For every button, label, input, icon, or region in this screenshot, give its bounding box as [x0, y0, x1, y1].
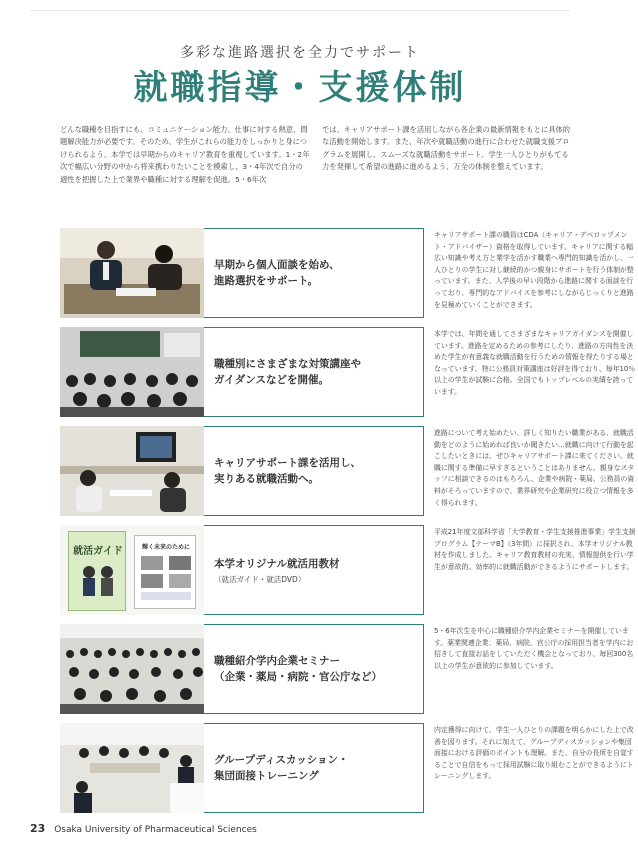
section-company-seminar	[60, 624, 634, 714]
section-heading-box	[204, 228, 424, 318]
section-heading: グループディスカッション・ 集団面接トレーニング	[214, 754, 349, 782]
section-text: 内定獲得に向けて、学生一人ひとりの課題を明らかにした上で改善を図ります。それに加えて、グループディスカッションや集団面接における評価のポイントも理解。また、自分の長所を自覚することで自信をもって採用試験に取り組むことができるようにトレーニングします。	[434, 726, 634, 781]
page-title: 就職指導・支援体制	[133, 68, 467, 108]
top-rule	[30, 10, 570, 11]
section-text: 進路について考え始めたい、詳しく知りたい職業がある、就職活動をどのように始めれば良いか聞きたい…就職に向けて行動を起こしたいときには、ぜひキャリアサポート課に来てください。就職に関する準備に早すぎるということはありません。親身なスタッフに相談できるのはもちろん、企業や病院・薬局、公務員の資料がそろっていますので、業界研究や企業研究に役立つ情報を多く得られます。	[434, 429, 635, 507]
section-heading-box	[204, 525, 424, 615]
section-heading-box	[204, 327, 424, 417]
dvd-case-cover	[134, 535, 196, 609]
section-heading-box	[204, 624, 424, 714]
dvd-title: 輝く未来のために	[141, 544, 190, 551]
page-footer	[30, 822, 257, 835]
section-seminars	[60, 327, 636, 417]
section-group-discussion	[60, 723, 634, 813]
section-heading: 早期から個人面談を始め、 進路選択をサポート。	[214, 259, 340, 287]
guide-illustration	[69, 558, 127, 608]
section-original-materials	[60, 525, 636, 615]
photo-guidance-lecture	[60, 327, 204, 417]
photo-career-support-office	[60, 426, 204, 516]
section-subheading: （就活ガイド・就活DVD）	[214, 574, 306, 584]
section-text: 本学では、年間を通してさまざまなキャリアガイダンスを開催しています。進路を定めるための参考にしたり、進路の方向性を決めた学生が有意義な就職活動を行うための情報を得たりする場となっています。特に公務員対策講座は好評を得ており、毎年10％以上の学生が試験に合格。全国でもトップレベルの実績を誇っています。	[434, 330, 636, 396]
section-text: 平成21年度文部科学省「大学教育・学生支援推進事業」学生支援プログラム【テーマB】（3年間）に採択され、本学オリジナル教材を作成しました。キャリア教育教材の充実、情報提供を行い学生が意欲的、効率的に就職活動ができるようにサポートします。	[434, 528, 636, 571]
guide-book-cover	[68, 531, 126, 611]
section-individual-interview	[60, 228, 634, 318]
intro-right: では、キャリアサポート課を活用しながら各企業の最新情報をもとに具体的な活動を開始します。また、年次や就職活動の進行に合わせた就職支援プログラムを展開し、スムーズな就職活動をサポート。学生一人ひとりがもてる力を発揮して希望の進路に進めるよう、万全の体制を整えています。	[322, 125, 571, 172]
page-number: 23	[30, 822, 46, 835]
photo-group-discussion	[60, 723, 204, 813]
photo-interview	[60, 228, 204, 318]
university-name: Osaka University of Pharmaceutical Sciences	[54, 825, 257, 835]
section-heading: 職種別にさまざまな対策講座や ガイダンスなどを開催。	[214, 358, 361, 386]
section-heading: キャリアサポート課を活用し、 実りある就職活動へ。	[214, 457, 361, 485]
photo-company-seminar	[60, 624, 204, 714]
section-heading-box	[204, 723, 424, 813]
page-subtitle: 多彩な進路選択を全力でサポート	[180, 45, 420, 61]
photo-materials	[60, 525, 204, 615]
intro-left: どんな職種を目指すにも、コミュニケーション能力、仕事に対する熱意、問題解決能力が必要です。そのため、学生がこれらの能力をしっかりと身につけられるよう、本学では早期からのキャリア教育を重視しています。1・2年次で幅広い分野の中から将来携わりたいことを模索し、3・4年次で自分の適性を把握した上で業界や職種に対する理解を促進。5・6年次	[60, 125, 310, 184]
guide-book-title: 就活ガイド	[73, 546, 123, 557]
section-text: キャリアサポート課の職員はCDA（キャリア・デベロップメント・アドバイザー）資格を取得しています。キャリアに関する幅広い知識や考え方と業学を活かす職業へ専門的知識を活かし、一人ひとりの学生に対し継続的かつ親身にサポートを行う体制が整っています。また、入学後の早い段階から進路に関する面談を行っており、専門的なアドバイスを参考にしながらじっくりと進路を見極めていくことができます。	[434, 231, 634, 309]
section-career-support	[60, 426, 635, 516]
section-heading: 本学オリジナル就活用教材	[214, 557, 340, 570]
section-heading-box	[204, 426, 424, 516]
section-text: 5・6年次生を中心に職種紹介学内企業セミナーを開催しています。薬業関連企業、薬局、病院、官公庁の採用担当者を学内にお招きして直接お話をしていただく機会となっており、毎回300名以上の学生が意欲的に参加しています。	[434, 627, 634, 670]
dvd-thumbnails	[135, 552, 197, 608]
section-heading: 職種紹介学内企業セミナー （企業・薬局・病院・官公庁など）	[214, 655, 382, 683]
